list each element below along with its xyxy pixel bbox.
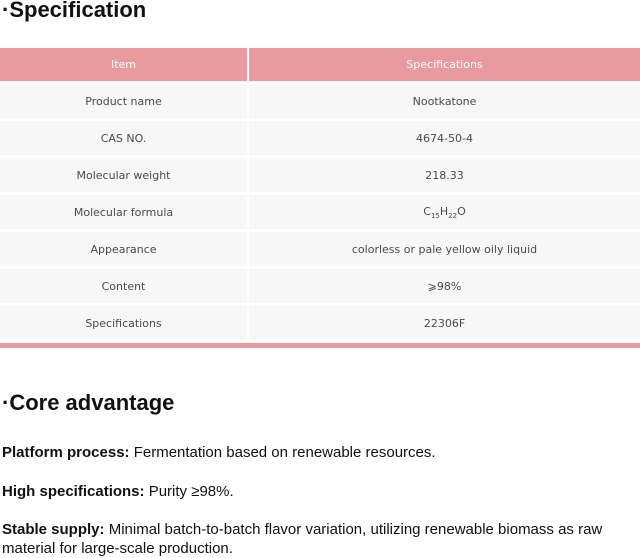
table-row bbox=[0, 306, 640, 340]
row-item: Appearance bbox=[0, 232, 247, 266]
table-header-row bbox=[0, 48, 640, 81]
table-row bbox=[0, 84, 640, 118]
row-value: 4674-50-4 bbox=[249, 121, 640, 155]
advantage-high-specifications bbox=[2, 482, 632, 501]
formula-c-count: 15 bbox=[430, 211, 440, 220]
row-item: Molecular weight bbox=[0, 158, 247, 192]
advantage-stable-supply bbox=[2, 520, 632, 558]
row-item: CAS NO. bbox=[0, 121, 247, 155]
advantage-platform-process bbox=[2, 443, 632, 462]
table-bottom-bar bbox=[0, 343, 640, 348]
advantage-label: Stable supply: bbox=[2, 521, 105, 538]
molecular-formula-value bbox=[249, 195, 640, 229]
header-specifications: Specifications bbox=[249, 48, 640, 81]
formula-c: C bbox=[423, 204, 431, 218]
header-item: Item bbox=[0, 48, 247, 81]
row-item: Molecular formula bbox=[0, 195, 247, 229]
row-item: Content bbox=[0, 269, 247, 303]
formula-o: O bbox=[457, 204, 466, 218]
specification-table bbox=[0, 45, 640, 343]
advantage-label: Platform process: bbox=[2, 444, 130, 461]
core-advantage-title: ·Core advantage bbox=[2, 390, 175, 415]
formula-h: H bbox=[439, 204, 449, 218]
table-row bbox=[0, 269, 640, 303]
row-value: colorless or pale yellow oily liquid bbox=[249, 232, 640, 266]
table-row bbox=[0, 232, 640, 266]
advantage-text: Minimal batch-to-batch flavor variation, utilizing renewable biomass as raw material for large-scale production. bbox=[2, 521, 603, 557]
row-value: 22306F bbox=[249, 306, 640, 340]
formula-h-count: 22 bbox=[448, 211, 458, 220]
row-value: ⩾98% bbox=[249, 269, 640, 303]
table-row bbox=[0, 195, 640, 229]
advantage-label: High specifications: bbox=[2, 483, 145, 500]
advantage-text: Fermentation based on renewable resources. bbox=[129, 444, 436, 461]
row-value: 218.33 bbox=[249, 158, 640, 192]
row-value: Nootkatone bbox=[249, 84, 640, 118]
table-row bbox=[0, 158, 640, 192]
advantage-text: Purity ≥98%. bbox=[144, 483, 234, 500]
row-item: Specifications bbox=[0, 306, 247, 340]
specification-title: ·Specification bbox=[2, 0, 147, 22]
row-item: Product name bbox=[0, 84, 247, 118]
table-row bbox=[0, 121, 640, 155]
